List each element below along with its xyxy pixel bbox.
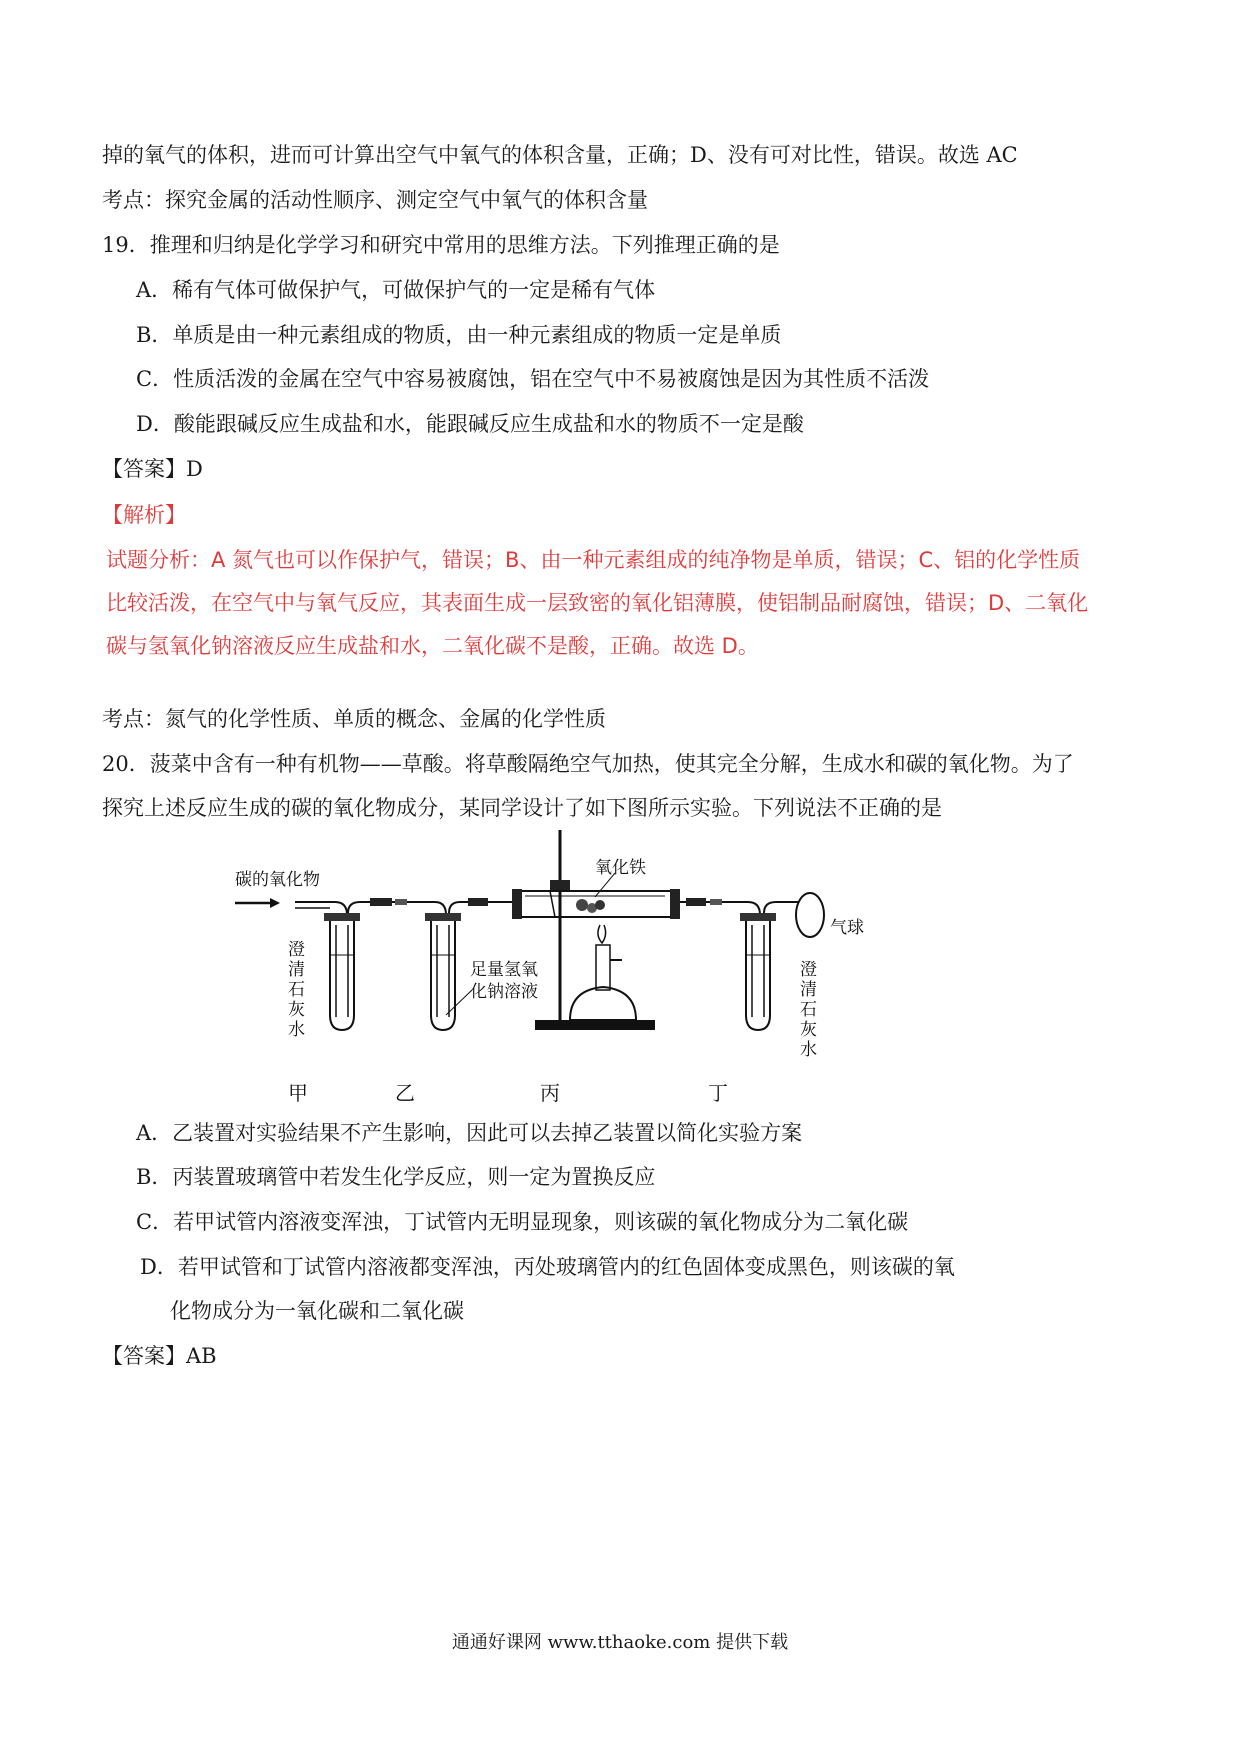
option-a: A．乙装置对实验结果不产生影响，因此可以去掉乙装置以简化实验方案 [136,1121,803,1145]
option-d: D．酸能跟碱反应生成盐和水，能跟碱反应生成盐和水的物质不一定是酸 [136,412,804,436]
limewater-char: 灰 [800,1020,817,1040]
naoh-label: 化钠溶液 [470,982,538,1002]
option-b: B．丙装置玻璃管中若发生化学反应，则一定为置换反应 [136,1165,656,1189]
question-20: 20．菠菜中含有一种有机物——草酸。将草酸隔绝空气加热，使其完全分解，生成水和碳的氧化物。为了 [102,752,1074,776]
fe2o3-label: 氧化铁 [595,858,646,878]
text-line: 考点：探究金属的活动性顺序、测定空气中氧气的体积含量 [102,188,648,212]
analysis-heading: 【解析】 [102,503,186,527]
limewater-char: 清 [288,960,305,980]
limewater-char: 石 [288,980,305,1000]
label-yi: 乙 [395,1081,415,1105]
inlet-label: 碳的氧化物 [235,870,320,890]
analysis-line: 试题分析：A 氮气也可以作保护气，错误；B、由一种元素组成的纯净物是单质，错误；C、铝的化学性质 [106,548,1081,572]
option-b: B．单质是由一种元素组成的物质，由一种元素组成的物质一定是单质 [136,323,782,347]
experiment-diagram [210,825,930,1115]
balloon-label: 气球 [830,918,864,938]
option-a: A．稀有气体可做保护气，可做保护气的一定是稀有气体 [136,278,656,302]
limewater-char: 水 [800,1040,817,1060]
answer-19: 【答案】D [102,457,203,481]
limewater-char: 清 [800,980,817,1000]
limewater-char: 灰 [288,1000,305,1020]
page-footer: 通通好课网 www.tthaoke.com 提供下载 [451,1632,789,1653]
option-c: C．性质活泼的金属在空气中容易被腐蚀，铝在空气中不易被腐蚀是因为其性质不活泼 [136,367,930,391]
option-d-cont: 化物成分为一氧化碳和二氧化碳 [170,1299,464,1323]
analysis-line: 比较活泼，在空气中与氧气反应，其表面生成一层致密的氧化铝薄膜，使铝制品耐腐蚀，错误；D、二氧化 [106,591,1089,615]
text-line: 掉的氧气的体积，进而可计算出空气中氧气的体积含量，正确；D、没有可对比性，错误。故选 AC [102,143,1018,167]
question-20-cont: 探究上述反应生成的碳的氧化物成分，某同学设计了如下图所示实验。下列说法不正确的是 [102,796,942,820]
question-19: 19．推理和归纳是化学学习和研究中常用的思维方法。下列推理正确的是 [102,233,780,257]
kaodian-19: 考点：氮气的化学性质、单质的概念、金属的化学性质 [102,707,606,731]
limewater-char: 澄 [800,960,817,980]
label-ding: 丁 [708,1081,728,1105]
option-c: C．若甲试管内溶液变浑浊，丁试管内无明显现象，则该碳的氧化物成分为二氧化碳 [136,1210,909,1234]
label-bing: 丙 [540,1081,560,1105]
option-d: D．若甲试管和丁试管内溶液都变浑浊，丙处玻璃管内的红色固体变成黑色，则该碳的氧 [140,1255,955,1279]
naoh-label: 足量氢氧 [470,960,538,980]
answer-20: 【答案】AB [102,1344,217,1368]
label-jia: 甲 [288,1081,308,1105]
limewater-char: 澄 [288,940,305,960]
limewater-char: 水 [288,1020,305,1040]
limewater-char: 石 [800,1000,817,1020]
analysis-line: 碳与氢氧化钠溶液反应生成盐和水，二氧化碳不是酸，正确。故选 D。 [106,634,759,658]
